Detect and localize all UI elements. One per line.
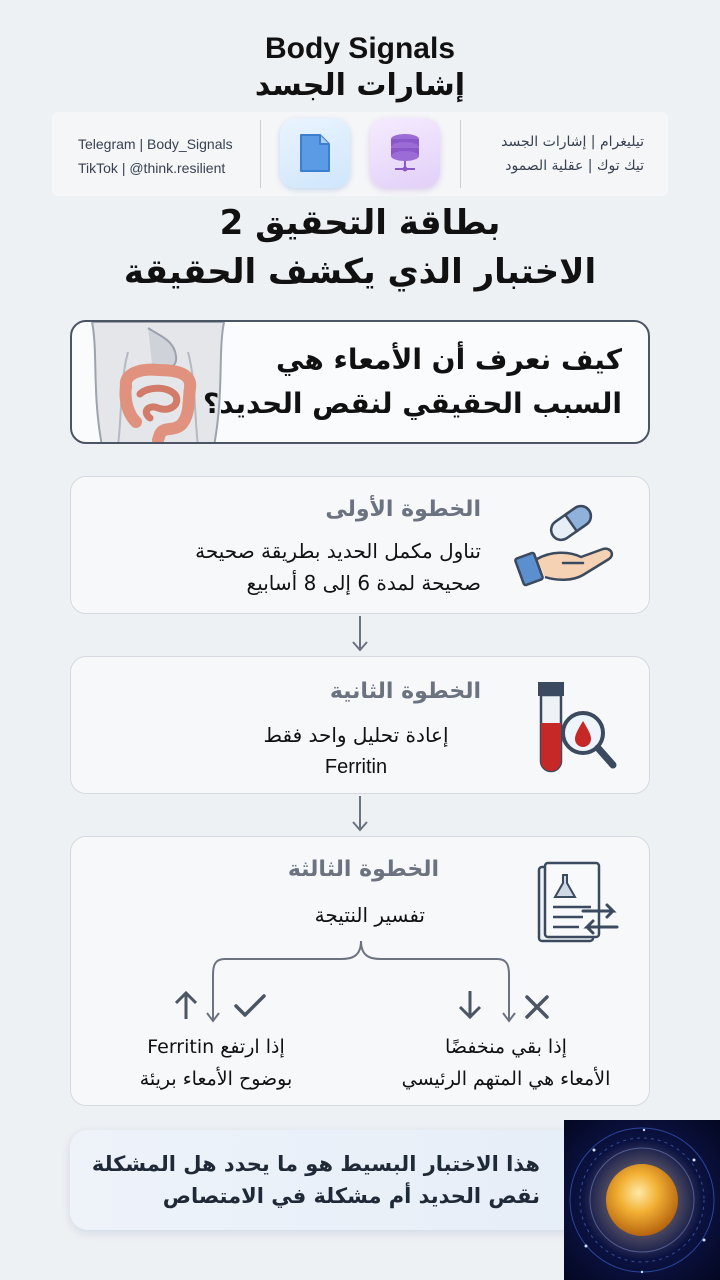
branch-line: إذا بقي منخفضًا: [445, 1036, 567, 1058]
checkmark-icon: [233, 993, 267, 1019]
database-icon: [370, 118, 440, 188]
brand-title-en: Body Signals: [264, 32, 456, 65]
pill-hand-icon: [511, 501, 621, 591]
summary-line: نقص الحديد أم مشكلة في الامتصاص: [162, 1184, 540, 1208]
step-card-2: [70, 656, 650, 794]
question-line1: كيف نعرف أن الأمعاء هي: [276, 343, 622, 376]
arrow-down-icon: [350, 796, 370, 834]
social-bar: [52, 112, 668, 196]
step-line: صحيحة لمدة 6 إلى 8 أسابيع: [246, 571, 481, 595]
branch-right-text: [371, 1031, 641, 1095]
arrow-up-icon: [171, 989, 201, 1021]
card-title: [0, 200, 720, 298]
branch-left-text: [111, 1031, 321, 1095]
step-card-1: [70, 476, 650, 614]
social-handles-en: [78, 132, 233, 180]
summary-text: [92, 1148, 540, 1212]
step-line: Ferritin: [324, 756, 388, 778]
telegram-handle[interactable]: Telegram | Body_Signals: [78, 136, 233, 152]
question-text: [203, 338, 622, 426]
step-line: تفسير النتيجة: [314, 903, 425, 927]
step-line: إعادة تحليل واحد فقط: [263, 723, 449, 747]
telegram-handle-ar[interactable]: تيليغرام | إشارات الجسد: [501, 134, 644, 150]
question-line2: السبب الحقيقي لنقص الحديد؟: [203, 387, 622, 420]
report-icon: [533, 859, 623, 949]
blood-test-icon: [529, 679, 619, 779]
step-body: [195, 535, 481, 599]
branch-line: الأمعاء هي المتهم الرئيسي: [401, 1068, 611, 1090]
social-handles-ar: [501, 130, 644, 178]
cross-icon: [523, 993, 551, 1021]
summary-note: [70, 1130, 650, 1230]
step-heading: الخطوة الأولى: [325, 497, 481, 522]
step-heading: الخطوة الثالثة: [287, 857, 439, 882]
tiktok-handle[interactable]: TikTok | @think.resilient: [78, 160, 226, 176]
arrow-down-icon: [455, 989, 485, 1021]
divider: [260, 120, 261, 188]
step-heading: الخطوة الثانية: [329, 679, 481, 704]
branch-line: إذا ارتفع Ferritin: [147, 1036, 285, 1058]
brand-title-ar: إشارات الجسد: [254, 68, 466, 103]
step-body: [315, 899, 425, 931]
branch-line: بوضوح الأمعاء بريئة: [139, 1068, 293, 1090]
step-card-3: [70, 836, 650, 1106]
question-box: [70, 320, 650, 444]
divider: [460, 120, 461, 188]
step-body: [231, 719, 481, 783]
document-icon: [280, 118, 350, 188]
sun-orb-image: [564, 1120, 720, 1280]
summary-line: هذا الاختبار البسيط هو ما يحدد هل المشكلة: [91, 1152, 540, 1176]
step-line: تناول مكمل الحديد بطريقة صحيحة: [195, 539, 481, 563]
tiktok-handle-ar[interactable]: تيك توك | عقلية الصمود: [505, 158, 644, 174]
card-title-line2: الاختبار الذي يكشف الحقيقة: [123, 252, 597, 292]
arrow-down-icon: [350, 616, 370, 654]
card-title-line1: بطاقة التحقيق 2: [219, 203, 501, 243]
